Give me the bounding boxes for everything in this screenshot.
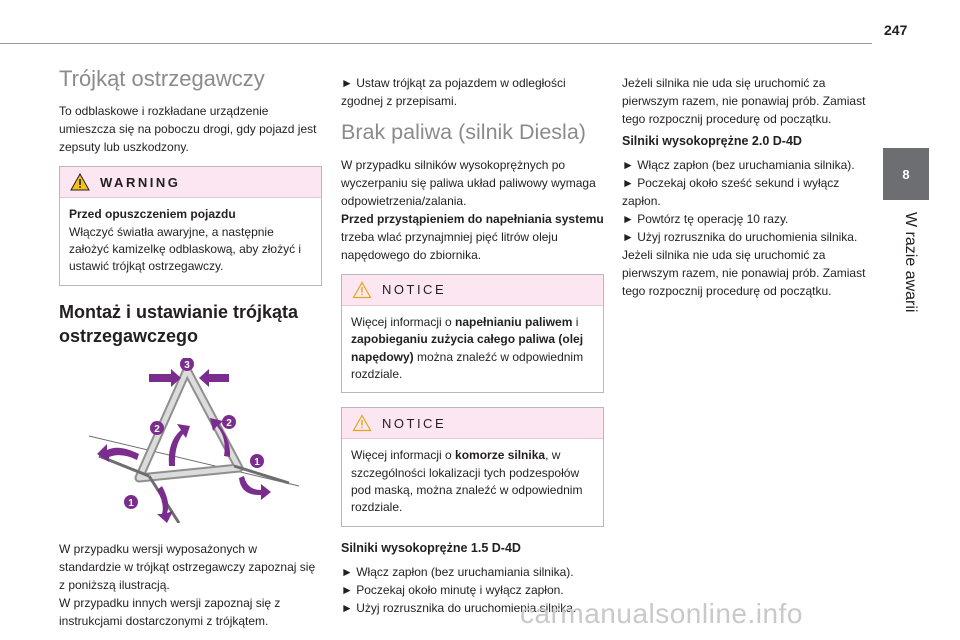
- section-title-fuel: Brak paliwa (silnik Diesla): [341, 120, 586, 144]
- notice-text: Więcej informacji o napełnianiu paliwem i zapobieganiu zużycia całego paliwa (olej napędowy) można znaleźć w odpowiednim rozdziale.: [351, 314, 584, 381]
- engine-15-step: ► Włącz zapłon (bez uruchamiania silnika).: [341, 564, 574, 579]
- fuel-refuel-paragraph: [341, 210, 604, 264]
- notice-triangle-icon: [352, 281, 372, 299]
- notice-label: NOTICE: [382, 282, 447, 298]
- triangle-para-standard: W przypadku wersji wyposażonych w standardzie w trójkąt ostrzegawczy zapoznaj się z poniższą ilustracją.: [59, 542, 316, 593]
- header-rule: [0, 43, 872, 44]
- notice-header: [342, 275, 603, 306]
- section-title-assembly: Montaż i ustawianie trójkąta ostrzegawczego: [59, 301, 299, 347]
- notice-label: NOTICE: [382, 415, 447, 431]
- engine-20-step: ► Poczekaj około sześć sekund i wyłącz zapłon.: [622, 176, 840, 208]
- notice-header: [342, 408, 603, 439]
- arrow-icon: [97, 369, 271, 523]
- chapter-tab[interactable]: 8: [883, 148, 929, 200]
- engine-20-outro: Jeżeli silnika nie uda się uruchomić za pierwszym razem, nie ponawiaj prób. Zamiast tego rozpocznij procedurę od początku.: [622, 248, 866, 298]
- engine-20-title: Silniki wysokoprężne 2.0 D-4D: [622, 134, 802, 148]
- warning-label: WARNING: [100, 174, 181, 190]
- notice-box-fuel: [341, 274, 604, 394]
- engine-20-step: ► Powtórz tę operację 10 razy.: [622, 212, 789, 226]
- callout-3: [180, 358, 194, 371]
- engine-15-step: ► Poczekaj około minutę i wyłącz zapłon.: [341, 582, 564, 597]
- engine-20-step: ► Użyj rozrusznika do uruchomienia silnika.: [622, 230, 858, 244]
- warning-heading: Przed opuszczeniem pojazdu: [69, 207, 236, 222]
- chapter-tab-divider: [883, 200, 929, 201]
- callout-2-left: [150, 421, 164, 435]
- callout-1-right: [250, 454, 264, 468]
- svg-text:1: 1: [128, 498, 134, 510]
- triangle-assembly-illustration: [59, 358, 322, 523]
- notice-body: [342, 439, 603, 526]
- fuel-refuel-text: trzeba wlać przynajmniej pięć litrów oleju napędowego do zbiornika.: [341, 229, 558, 262]
- svg-text:3: 3: [184, 360, 190, 372]
- svg-text:2: 2: [226, 418, 232, 430]
- engine-15-title: Silniki wysokoprężne 1.5 D-4D: [341, 540, 521, 555]
- engine-20-step: ► Włącz zapłon (bez uruchamiania silnika).: [622, 158, 855, 172]
- notice-triangle-icon: [352, 414, 372, 432]
- column-2: [341, 66, 604, 617]
- column-1: [59, 66, 322, 630]
- fuel-refuel-heading: Przed przystąpieniem do napełniania systemu: [341, 211, 604, 226]
- notice-text: Więcej informacji o komorze silnika, w szczególności lokalizacji tych podzespołów pod maską, można znaleźć w odpowiednim rozdziale.: [351, 448, 583, 515]
- retry-paragraph: Jeżeli silnika nie uda się uruchomić za pierwszym razem, nie ponawiaj prób. Zamiast tego rozpocznij procedurę od początku.: [622, 76, 866, 126]
- warning-box: [59, 166, 322, 286]
- warning-header: [60, 167, 321, 198]
- warning-body: [60, 198, 321, 285]
- section-title-triangle: Trójkąt ostrzegawczy: [59, 66, 265, 91]
- page-number: 247: [884, 22, 908, 38]
- engine-15-step: ► Użyj rozrusznika do uruchomienia silnika.: [341, 600, 577, 615]
- ground-line: [89, 436, 299, 486]
- watermark: carmanualsonline.info: [520, 598, 803, 629]
- notice-body: [342, 306, 603, 393]
- column-3: [622, 66, 867, 300]
- notice-box-engine-bay: [341, 407, 604, 527]
- warning-triangle-icon: [70, 173, 90, 191]
- callout-2-right: [222, 415, 236, 429]
- triangle-intro: To odblaskowe i rozkładane urządzenie umieszcza się na poboczu drogi, gdy pojazd jest zepsuty lub uszkodzony.: [59, 104, 317, 155]
- warning-text: Włączyć światła awaryjne, a następnie założyć kamizelkę odblaskową, aby złożyć i ustawić trójkąt ostrzegawczy.: [69, 224, 302, 274]
- svg-text:2: 2: [154, 424, 160, 436]
- svg-text:1: 1: [254, 457, 260, 469]
- triangle-placement-step: ► Ustaw trójkąt za pojazdem w odległości zgodnej z przepisami.: [341, 76, 566, 108]
- triangle-para-other: W przypadku innych wersji zapoznaj się z instrukcjami dostarczonymi z trójkątem.: [59, 596, 281, 629]
- fuel-intro: W przypadku silników wysokoprężnych po wyczerpaniu się paliwa układ paliwowy wymaga odpowietrzenia/zalania.: [341, 157, 596, 208]
- callout-1-left: [124, 495, 138, 509]
- chapter-title: W razie awarii: [902, 212, 919, 313]
